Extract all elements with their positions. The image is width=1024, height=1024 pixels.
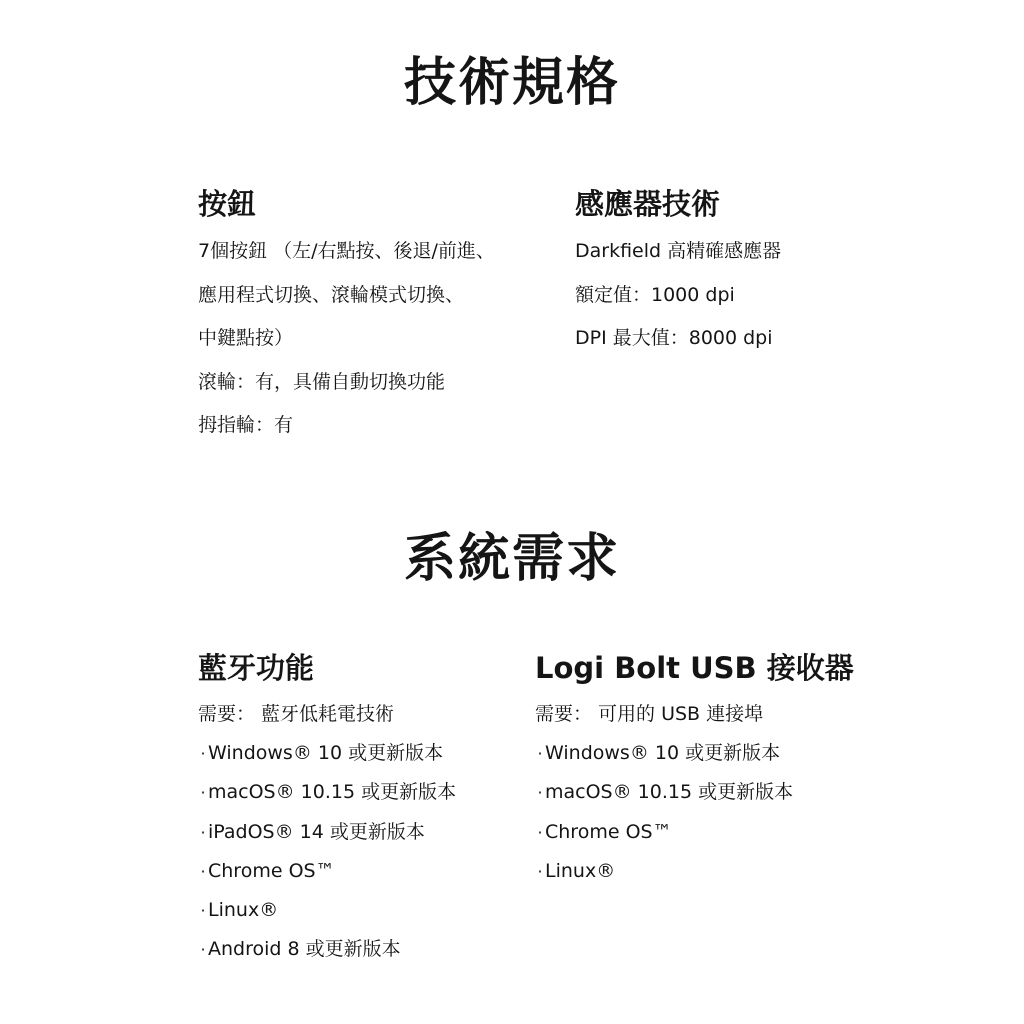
list-item (198, 891, 456, 930)
os-item-label: Windows® 10 或更新版本 (208, 742, 444, 765)
list-item (535, 852, 854, 891)
sensor-spec-column (575, 187, 782, 361)
os-item-label: Linux® (208, 898, 279, 921)
bullet-dot: · (200, 861, 206, 881)
os-item-label: macOS® 10.15 或更新版本 (545, 781, 794, 804)
nominal-dpi-line: 額定值：1000 dpi (575, 283, 735, 306)
bullet-dot: · (537, 822, 543, 842)
os-item-label: iPadOS® 14 或更新版本 (208, 820, 425, 843)
buttons-spec-column (198, 187, 495, 448)
os-item-label: Windows® 10 或更新版本 (545, 742, 781, 765)
bullet-dot: · (200, 744, 206, 764)
bolt-need-line: 需要： 可用的 USB 連接埠 (535, 703, 764, 725)
sensor-heading: 感應器技術 (575, 187, 721, 221)
os-item-label: Android 8 或更新版本 (208, 938, 401, 961)
buttons-line-1: 7個按鈕 （左/右點按、後退/前進、 (198, 240, 495, 262)
bullet-dot: · (200, 783, 206, 803)
list-item (535, 813, 854, 852)
max-dpi-line: DPI 最大值：8000 dpi (575, 327, 773, 349)
bolt-heading: Logi Bolt USB 接收器 (535, 651, 854, 685)
bolt-receiver-column (535, 651, 854, 891)
specs-title: 技術規格 (403, 53, 620, 113)
bullet-dot: · (537, 783, 543, 803)
list-item (198, 852, 456, 891)
list-item (198, 734, 456, 773)
buttons-line-3: 中鍵點按） (198, 327, 294, 349)
bluetooth-column (198, 651, 457, 969)
list-item (198, 930, 456, 969)
requirements-title: 系統需求 (403, 529, 620, 589)
bullet-dot: · (200, 822, 206, 842)
list-item (535, 773, 854, 812)
buttons-line-2: 應用程式切換、滾輪模式切換、 (198, 283, 465, 306)
bullet-dot: · (200, 940, 206, 960)
bullet-dot: · (537, 861, 543, 881)
os-item-label: Linux® (545, 859, 616, 882)
sensor-type-line: Darkfield 高精確感應器 (575, 240, 782, 262)
list-item (198, 813, 456, 852)
bullet-dot: · (200, 900, 206, 920)
list-item (198, 773, 456, 812)
thumb-wheel-line: 拇指輪：有 (198, 414, 294, 436)
bluetooth-need-line: 需要： 藍牙低耗電技術 (198, 703, 395, 725)
bullet-dot: · (537, 744, 543, 764)
os-item-label: Chrome OS™ (545, 820, 672, 843)
scroll-wheel-line: 滾輪：有，具備自動切換功能 (198, 370, 446, 393)
os-item-label: Chrome OS™ (208, 859, 335, 882)
os-item-label: macOS® 10.15 或更新版本 (208, 781, 457, 804)
buttons-heading: 按鈕 (198, 187, 257, 221)
list-item (535, 734, 854, 773)
bluetooth-heading: 藍牙功能 (198, 651, 315, 685)
